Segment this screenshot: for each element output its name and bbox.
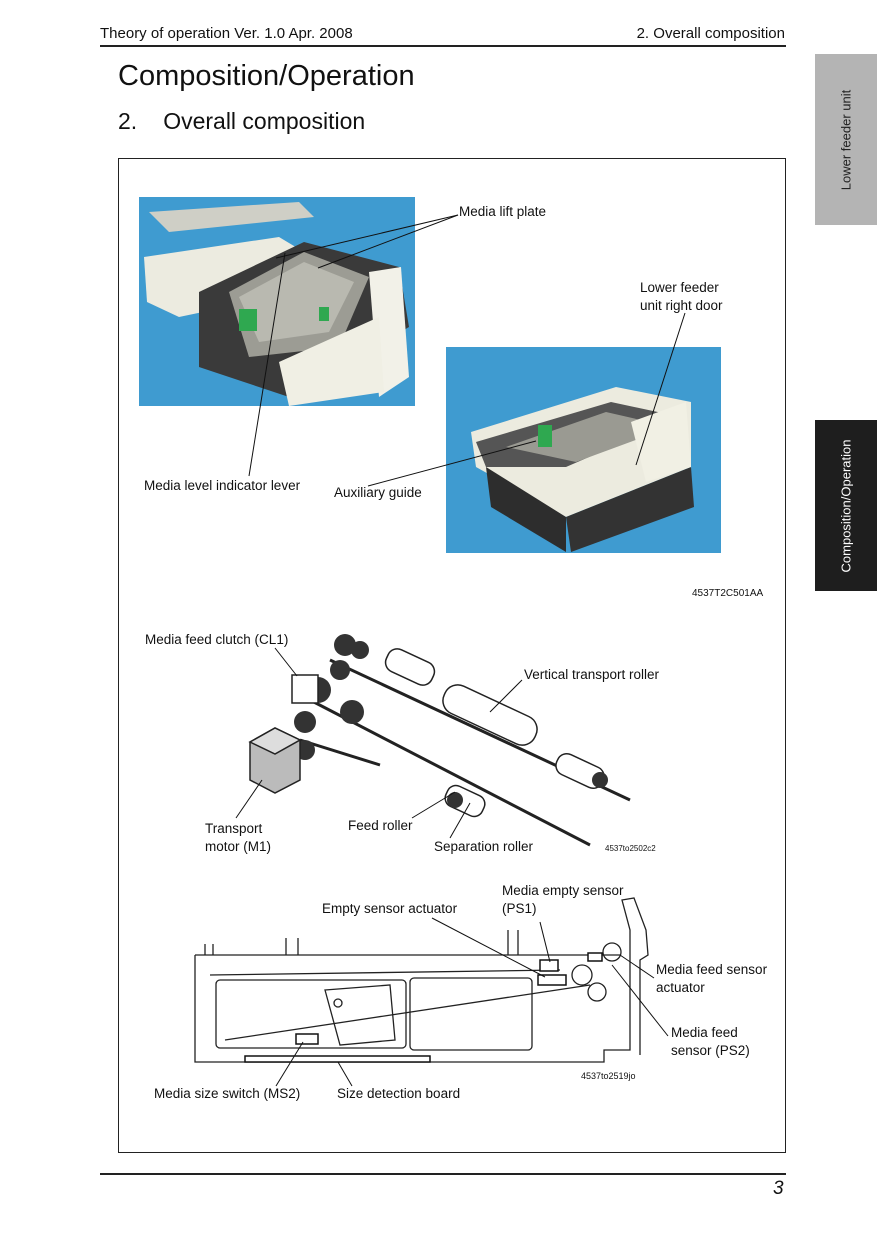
page-number: 3 (773, 1178, 784, 1199)
label-separation-roller: Separation roller (434, 839, 534, 854)
section-title: Overall composition (163, 108, 366, 134)
header-right: 2. Overall composition (636, 25, 785, 42)
label-media-feed-clutch: Media feed clutch (CL1) (145, 632, 289, 647)
label-media-feed-sensor-actuator: Media feed sensor actuator (656, 962, 768, 995)
side-tab-label: Composition/Operation (838, 439, 854, 572)
label-transport-motor: Transport motor (M1) (205, 821, 272, 854)
figure3-code: 4537to2519jo (581, 1071, 636, 1081)
label-media-level-indicator-lever: Media level indicator lever (144, 478, 301, 493)
label-feed-roller: Feed roller (348, 818, 413, 833)
label-media-feed-sensor: Media feed sensor (PS2) (671, 1025, 750, 1058)
label-media-empty-sensor: Media empty sensor (PS1) (502, 883, 624, 916)
label-auxiliary-guide: Auxiliary guide (334, 485, 422, 500)
page-title: Composition/Operation (118, 60, 415, 92)
figure2-code: 4537to2502c2 (605, 844, 656, 853)
label-media-size-switch: Media size switch (MS2) (154, 1086, 301, 1101)
label-vertical-transport-roller: Vertical transport roller (524, 667, 660, 682)
header-left: Theory of operation Ver. 1.0 Apr. 2008 (100, 25, 353, 42)
figure1-code: 4537T2C501AA (692, 588, 764, 599)
label-empty-sensor-actuator: Empty sensor actuator (322, 901, 458, 916)
footer-rule (100, 1173, 786, 1175)
label-size-detection-board: Size detection board (337, 1086, 461, 1101)
label-lower-feeder-right-door: Lower feeder unit right door (640, 280, 723, 313)
side-tab-label: Lower feeder unit (838, 89, 854, 190)
section-number: 2. (118, 108, 138, 134)
label-media-lift-plate: Media lift plate (459, 204, 547, 219)
